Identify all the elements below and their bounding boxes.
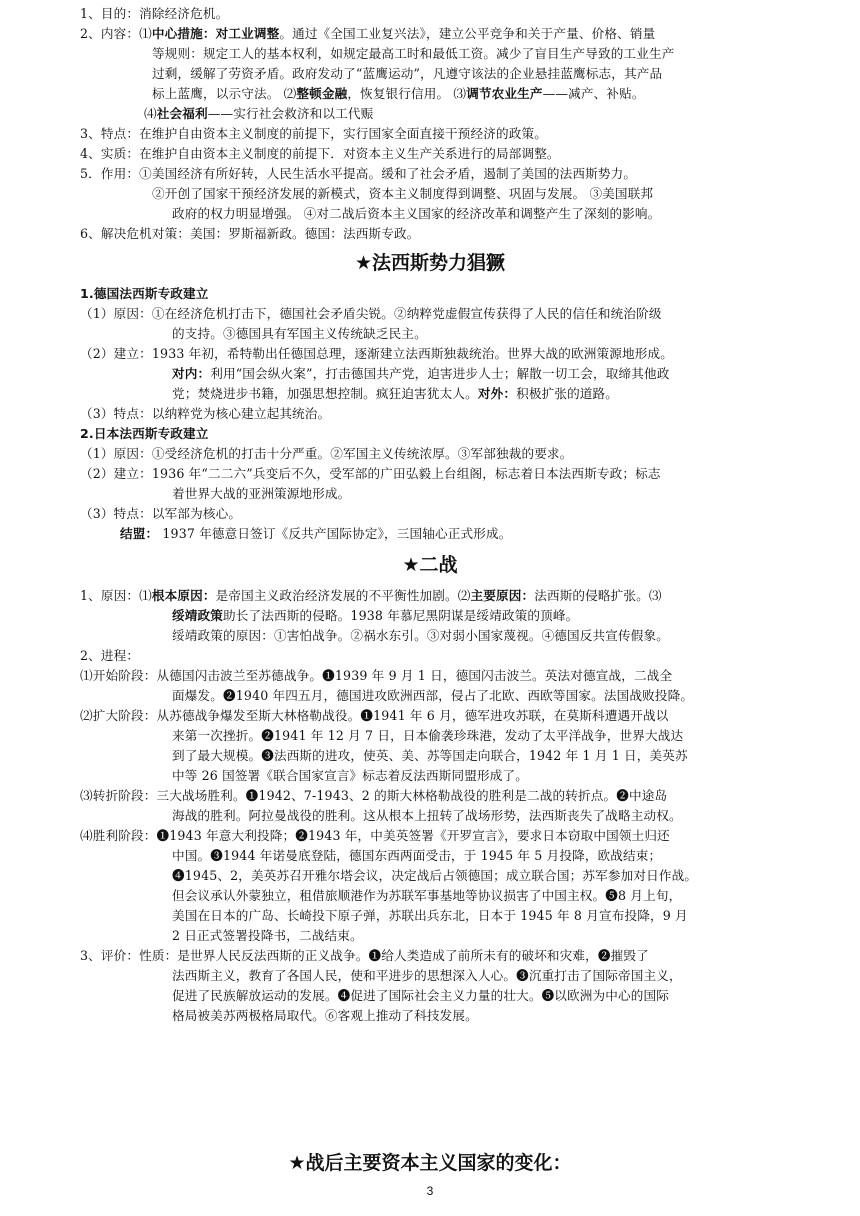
text-run: 1、原因：⑴ [80,588,152,603]
text-run: ，恢复银行信用。 ⑶ [347,86,467,101]
page-number: 3 [426,1184,434,1198]
bold-term: 根本原因： [151,588,216,603]
bold-term: 主要原因： [470,588,535,603]
paragraph-line: （1）原因：①在经济危机打击下，德国社会矛盾尖锐。②纳粹党虚假宣传获得了人民的信任和统治阶级 [80,306,662,321]
paragraph-line: 到了最大规模。❸法西斯的进攻，使英、美、苏等国走向联合，1942 年 1 月 1 日，美英苏 [172,748,688,763]
paragraph-line: 法西斯主义，教育了各国人民，使和平进步的思想深入人心。❸沉重打击了国际帝国主义， [172,968,682,983]
bold-term: 结盟： [120,526,159,541]
paragraph-line [172,364,669,384]
text-run: 标上蓝鹰，以示守法。 ⑵ [152,86,297,101]
bold-term: 整顿金融 [296,86,348,101]
paragraph-line: ⑴开始阶段：从德国闪击波兰至苏德战争。❶1939 年 9 月 1 日，德国闪击波兰。英法对德宣战，二战全 [80,668,673,683]
paragraph-line [172,384,618,404]
paragraph-line [152,84,645,104]
paragraph-line: （1）原因：①受经济危机的打击十分严重。②军国主义传统浓厚。③军部独裁的要求。 [80,446,573,461]
text-run: 是帝国主义政治经济发展的不平衡性加剧。⑵ [215,588,471,603]
paragraph-line: 政府的权力明显增强。 ④对二战后资本主义国家的经济改革和调整产生了深刻的影响。 [172,206,661,221]
text-run: 。通过《全国工业复兴法》，建立公平竞争和关于产量、价格、销量 [279,26,656,41]
paragraph-line: 促进了民族解放运动的发展。❹促进了国际社会主义力量的壮大。❺以欧洲为中心的国际 [172,988,670,1003]
bold-term: 调节农业生产 [466,86,543,101]
paragraph-line: （2）建立：1936 年“二二六”兵变后不久，受军部的广田弘毅上台组阁，标志着日本法西斯专政；标志 [80,466,661,481]
paragraph-line: （3）特点：以军部为核心。 [80,506,242,521]
section-heading: ★战后主要资本主义国家的变化： [288,1152,572,1174]
bold-term: 中心措施：对工业调整 [151,26,280,41]
paragraph-line: 海战的胜利。阿拉曼战役的胜利。这从根本上扭转了战场形势，法西斯丧失了战略主动权。 [172,808,682,823]
paragraph-line: 3、评价：性质：是世界人民反法西斯的正义战争。❶给人类造成了前所未有的破坏和灾难，❷摧毁了 [80,948,649,963]
text-run: 党；焚烧进步书籍，加强思想控制。疯狂迫害犹太人。 [172,386,478,401]
text-run: ——实行社会救济和以工代赈 [207,106,374,121]
text-run: 积极扩张的道路。 [516,386,619,401]
paragraph-line: ②开创了国家干预经济发展的新模式，资本主义制度得到调整、巩固与发展。 ③美国联邦 [152,186,654,201]
bold-term: 绥靖政策 [172,608,223,623]
text-run: 1937 年德意日签订《反共产国际协定》，三国轴心正式形成。 [158,526,512,541]
text-run: 利用“国会纵火案”，打击德国共产党，迫害进步人士；解散一切工会，取缔其他政 [210,366,670,381]
bold-term: 社会福利 [156,106,208,121]
paragraph-line: 过剩，缓解了劳资矛盾。政府发动了“蓝鹰运动”，凡遵守该法的企业悬挂蓝鹰标志，其产品 [152,66,663,81]
paragraph-line: 1、目的：消除经济危机。 [80,6,229,21]
text-run: 助长了法西斯的侵略。1938 年慕尼黑阴谋是绥靖政策的顶峰。 [222,608,579,623]
paragraph-line: 绥靖政策的原因：①害怕战争。②祸水东引。③对弱小国家蔑视。④德国反共宣传假象。 [172,628,670,643]
paragraph-line [80,24,655,44]
bold-term: 对外： [477,386,517,401]
section-heading: ★法西斯势力猖獗 [354,252,506,274]
paragraph-line: 中等 26 国签署《联合国家宣言》标志着反法西斯同盟形成了。 [172,768,528,783]
subsection-title: 1.德国法西斯专政建立 [80,286,209,301]
paragraph-line: 2 日正式签署投降书，二战结束。 [172,928,363,943]
paragraph-line: 6、解决危机对策：美国：罗斯福新政。德国：法西斯专政。 [80,226,420,241]
paragraph-line: 着世界大战的亚洲策源地形成。 [172,486,351,501]
paragraph-line [120,524,512,544]
paragraph-line: （3）特点：以纳粹党为核心建立起其统治。 [80,406,331,421]
paragraph-line: 格局被美苏两极格局取代。⑥客观上推动了科技发展。 [172,1008,478,1023]
paragraph-line: 的支持。③德国具有军国主义传统缺乏民主。 [172,326,427,341]
paragraph-line [172,606,578,626]
paragraph-line: ❹1945、2，美英苏召开雅尔塔会议，决定战后占领德国；成立联合国；苏军参加对日作战。 [172,868,698,883]
text-run: ——减产、补贴。 [542,86,645,101]
subsection-title: 2.日本法西斯专政建立 [80,426,209,441]
paragraph-line: 但会议承认外蒙独立，租借旅顺港作为苏联军事基地等协议损害了中国主权。❺8 月上旬， [172,888,682,903]
paragraph-line: 4、实质：在维护自由资本主义制度的前提下．对资本主义生产关系进行的局部调整。 [80,146,560,161]
paragraph-line: 面爆发。❷1940 年四五月，德国进攻欧洲西部，侵占了北欧、西欧等国家。法国战败投降。 [172,688,694,703]
paragraph-line: 3、特点：在维护自由资本主义制度的前提下，实行国家全面直接干预经济的政策。 [80,126,547,141]
paragraph-line: 2、进程： [80,648,140,663]
paragraph-line [80,586,662,606]
paragraph-line: 美国在日本的广岛、长崎投下原子弹，苏联出兵东北，日本于 1945 年 8 月宣布投降，9 月 [172,908,688,923]
paragraph-line: ⑵扩大阶段：从苏德战争爆发至斯大林格勒战役。❶1941 年 6 月，德军进攻苏联，在莫斯科遭遇开战以 [80,708,669,723]
bold-term: 对内： [172,366,211,381]
text-run: 2、内容：⑴ [80,26,152,41]
paragraph-line: ⑷胜利阶段：❶1943 年意大利投降；❷1943 年，中美英签署《开罗宣言》，要求日本窃取中国领土归还 [80,828,670,843]
paragraph-line: 来第一次挫折。❷1941 年 12 月 7 日，日本偷袭珍珠港，发动了太平洋战争，世界大战达 [172,728,684,743]
paragraph-line: 等规则：规定工人的基本权利，如规定最高工时和最低工资。减少了盲目生产导致的工业生产 [152,46,675,61]
paragraph-line: ⑶转折阶段：三大战场胜利。❶1942、7-1943、2 的斯大林格勒战役的胜利是二战的转折点。❷中途岛 [80,788,668,803]
paragraph-line: 中国。❸1944 年诺曼底登陆，德国东西两面受击，于 1945 年 5 月投降，欧战结束； [172,848,662,863]
paragraph-line: 5．作用：①美国经济有所好转，人民生活水平提高。缓和了社会矛盾，遏制了美国的法西斯势力。 [80,166,637,181]
text-run: 法西斯的侵略扩张。⑶ [534,588,662,603]
text-run: ⑷ [144,106,157,121]
paragraph-line [144,104,373,124]
section-heading: ★二战 [402,554,458,576]
paragraph-line: （2）建立：1933 年初，希特勒出任德国总理，逐渐建立法西斯独裁统治。世界大战的欧洲策源地形成。 [80,346,673,361]
